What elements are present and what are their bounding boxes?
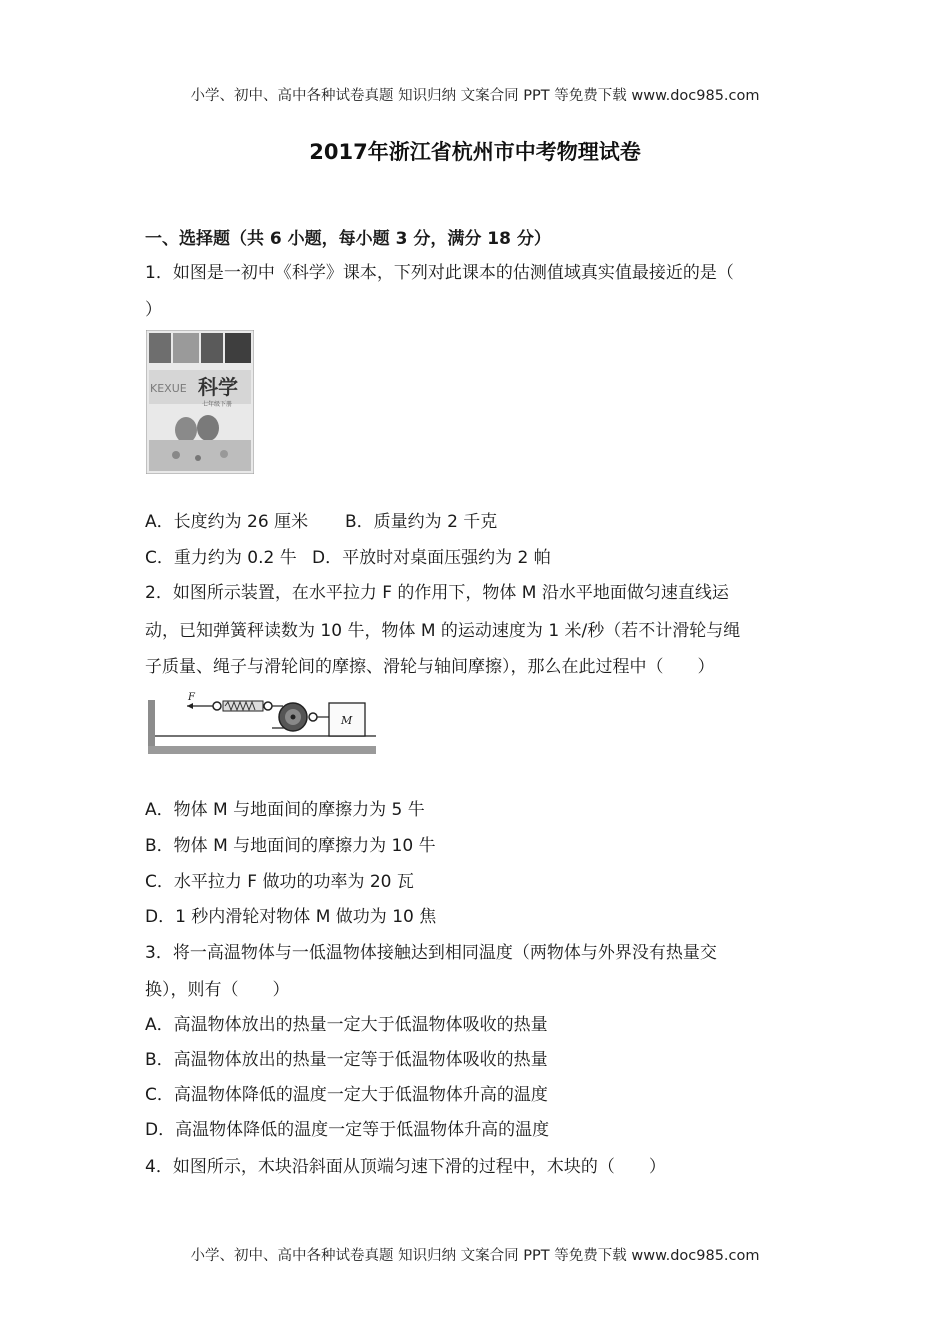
book-cover-kexue: KEXUE [150,382,187,395]
question-3-text-line1: 3．将一高温物体与一低温物体接触达到相同温度（两物体与外界没有热量交 [145,943,717,963]
page-header: 小学、初中、高中各种试卷真题 知识归纳 文案合同 PPT 等免费下载 www.doc985.com [190,88,760,104]
question-1-option-c: C．重力约为 0.2 牛 [145,548,297,568]
book-cover-title: 科学 [198,375,238,399]
question-1-text-line1: 1．如图是一初中《科学》课本，下列对此课本的估测值域真实值最接近的是（ [145,263,734,283]
section-heading: 一、选择题（共 6 小题，每小题 3 分，满分 18 分） [145,229,551,249]
question-4-text-line1: 4．如图所示，木块沿斜面从顶端匀速下滑的过程中，木块的（ ） [145,1157,666,1177]
question-3-option-c: C．高温物体降低的温度一定大于低温物体升高的温度 [145,1085,548,1105]
science-textbook-image [146,330,254,474]
question-3-text-line2: 换），则有（ ） [145,980,290,1000]
question-3-option-a: A．高温物体放出的热量一定大于低温物体吸收的热量 [145,1015,548,1035]
page-footer: 小学、初中、高中各种试卷真题 知识归纳 文案合同 PPT 等免费下载 www.doc985.com [190,1248,760,1264]
question-2-text-line2: 动，已知弹簧秤读数为 10 牛，物体 M 的运动速度为 1 米/秒（若不计滑轮与绳 [145,621,741,641]
book-cover-subtitle: 七年级下册 [202,401,233,408]
question-2-text-line3: 子质量、绳子与滑轮间的摩擦、滑轮与轴间摩擦），那么在此过程中（ ） [145,657,715,677]
exam-title: 2017年浙江省杭州市中考物理试卷 [309,140,641,164]
question-3-option-d: D．高温物体降低的温度一定等于低温物体升高的温度 [145,1120,550,1140]
question-2-option-c: C．水平拉力 F 做功的功率为 20 瓦 [145,872,414,892]
question-2-option-a: A．物体 M 与地面间的摩擦力为 5 牛 [145,800,425,820]
question-1-text-line2: ） [145,300,162,320]
force-label: F [188,692,195,703]
question-1-option-a: A．长度约为 26 厘米 [145,512,309,532]
pulley-diagram [143,686,381,762]
block-label: M [341,714,353,727]
question-2-text-line1: 2．如图所示装置，在水平拉力 F 的作用下，物体 M 沿水平地面做匀速直线运 [145,583,729,603]
question-2-option-b: B．物体 M 与地面间的摩擦力为 10 牛 [145,836,436,856]
question-3-option-b: B．高温物体放出的热量一定等于低温物体吸收的热量 [145,1050,548,1070]
question-2-option-d: D．1 秒内滑轮对物体 M 做功为 10 焦 [145,907,437,927]
question-1-option-b: B．质量约为 2 千克 [345,512,498,532]
question-1-option-d: D．平放时对桌面压强约为 2 帕 [312,548,551,568]
